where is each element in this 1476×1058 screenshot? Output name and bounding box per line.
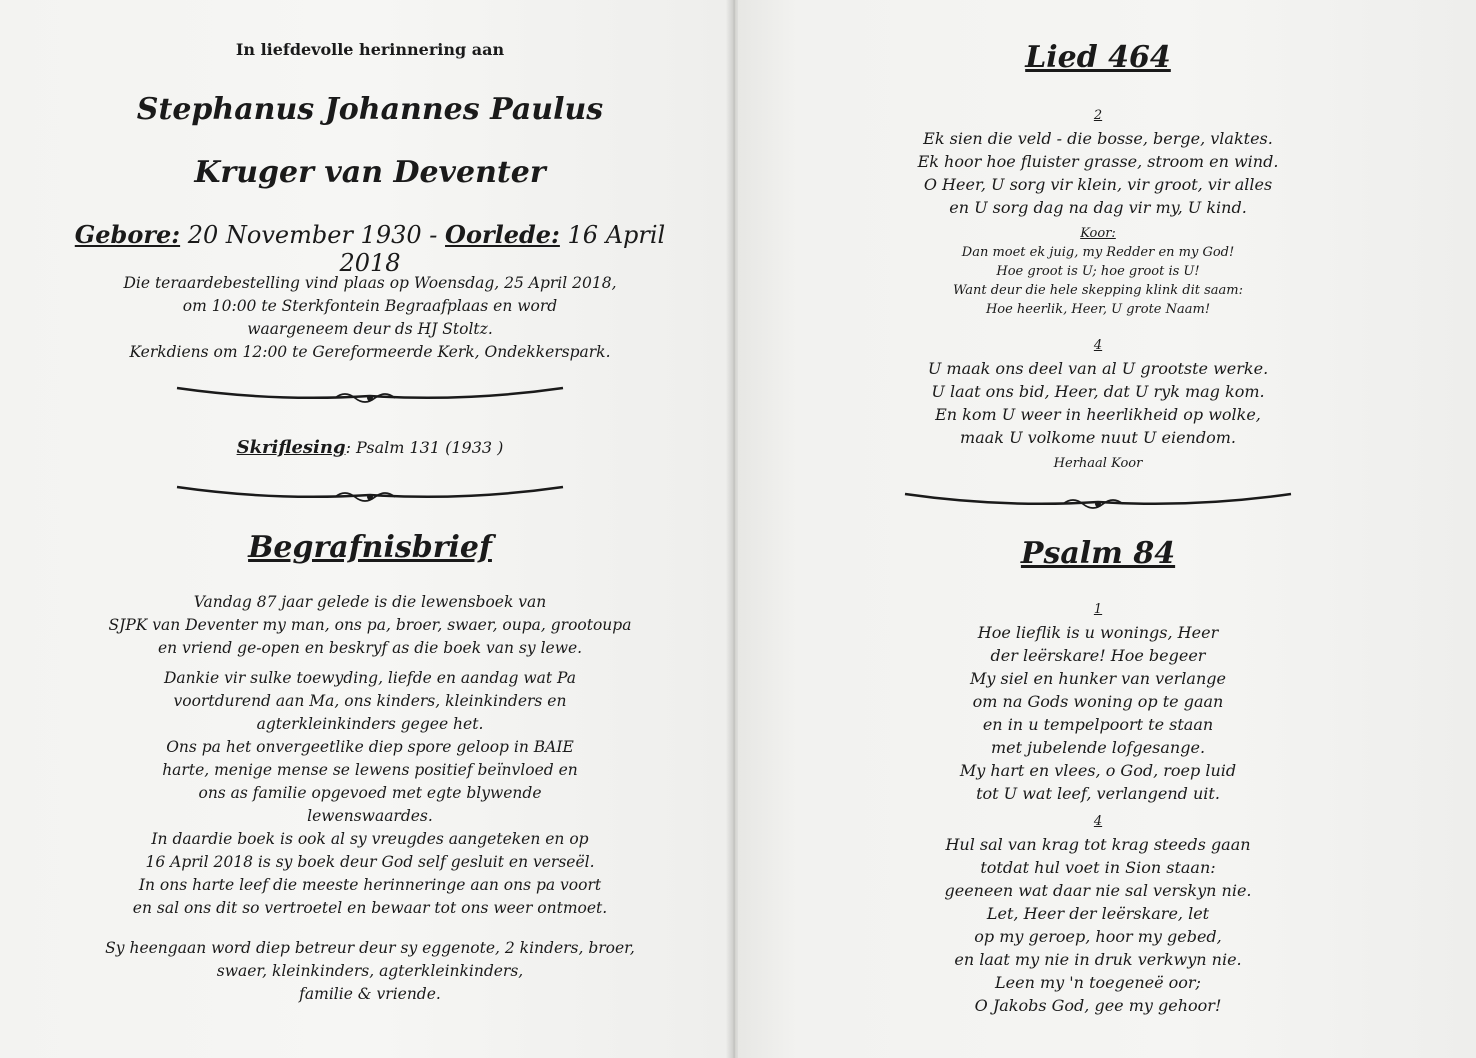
verse-line: Hoe lieflik is u wonings, Heer	[977, 623, 1219, 642]
born-label: Gebore:	[74, 220, 181, 249]
chorus-line: Want deur die hele skepping klink dit saam:	[953, 283, 1243, 298]
letter-line: harte, menige mense se lewens positief beïnvloed en	[162, 761, 578, 779]
verse-line: O Jakobs God, gee my gehoor!	[974, 996, 1222, 1015]
verse-line: Let, Heer der leërskare, let	[986, 904, 1210, 923]
scripture-label: Skriflesing	[236, 437, 346, 458]
life-dates	[60, 220, 680, 277]
verse-line: My siel en hunker van verlange	[970, 669, 1226, 688]
intro-line: In liefdevolle herinnering aan	[235, 40, 505, 59]
funeral-line: waargeneem deur ds HJ Stoltz.	[247, 320, 493, 338]
letter-paragraph-1	[60, 591, 680, 660]
song2-title: Psalm 84	[1020, 536, 1176, 571]
verse-number: 2	[1093, 108, 1103, 123]
verse-line: Ek hoor hoe fluister grasse, stroom en wind.	[917, 152, 1279, 171]
right-page	[738, 0, 1476, 1058]
letter-paragraph-3	[60, 937, 680, 1006]
verse-line: U maak ons deel van al U grootste werke.	[927, 359, 1269, 378]
letter-line: In ons harte leef die meeste herinneringe aan ons pa voort	[138, 876, 602, 894]
letter-line: en sal ons dit so vertroetel en bewaar tot ons weer ontmoet.	[132, 899, 608, 917]
verse-line: U laat ons bid, Heer, dat U ryk mag kom.	[931, 382, 1265, 401]
letter-line: Vandag 87 jaar gelede is die lewensboek van	[193, 593, 547, 611]
song1-chorus	[798, 224, 1398, 319]
letter-title: Begrafnisbrief	[248, 530, 492, 565]
letter-line: Sy heengaan word diep betreur deur sy eggenote, 2 kinders, broer,	[105, 939, 635, 957]
verse-line: Hul sal van krag tot krag steeds gaan	[945, 835, 1251, 854]
letter-line: 16 April 2018 is sy boek deur God self gesluit en verseël.	[145, 853, 595, 871]
left-column	[60, 0, 680, 1058]
verse-line: totdat hul voet in Sion staan:	[980, 858, 1216, 877]
funeral-line: om 10:00 te Sterkfontein Begraafplaas en word	[182, 297, 558, 315]
ornament-divider	[903, 488, 1293, 512]
died-label: Oorlede:	[445, 220, 560, 249]
letter-line: agterkleinkinders gegee het.	[256, 715, 484, 733]
funeral-line: Die teraardebestelling vind plaas op Woensdag, 25 April 2018,	[123, 274, 617, 292]
verse-line: op my geroep, hoor my gebed,	[974, 927, 1222, 946]
repeat-chorus-note: Herhaal Koor	[1053, 456, 1143, 471]
letter-line: In daardie boek is ook al sy vreugdes aangeteken en op	[151, 830, 589, 848]
verse-line: maak U volkome nuut U eiendom.	[960, 428, 1236, 447]
letter-line: SJPK van Deventer my man, ons pa, broer, swaer, oupa, grootoupa	[108, 616, 632, 634]
letter-line: Ons pa het onvergeetlike diep spore geloop in BAIE	[166, 738, 574, 756]
verse-line: En kom U weer in heerlikheid op wolke,	[935, 405, 1261, 424]
born-date: 20 November 1930	[187, 221, 422, 249]
scripture-reading	[60, 436, 680, 459]
verse-line: met jubelende lofgesange.	[990, 738, 1206, 757]
verse-number: 1	[1093, 602, 1103, 617]
psalm-verse-1	[798, 598, 1398, 805]
verse-line: der leërskare! Hoe begeer	[990, 646, 1206, 665]
song1-title: Lied 464	[1025, 40, 1171, 75]
psalm-verse-4	[798, 810, 1398, 1017]
verse-line: en U sorg dag na dag vir my, U kind.	[949, 198, 1247, 217]
song1-verse-4	[798, 334, 1398, 449]
deceased-name-line1: Stephanus Johannes Paulus	[136, 92, 604, 127]
right-column	[798, 0, 1398, 1058]
letter-paragraph-2	[60, 667, 680, 920]
letter-line: lewenswaardes.	[307, 807, 433, 825]
funeral-line: Kerkdiens om 12:00 te Gereformeerde Kerk, Ondekkerspark.	[129, 343, 611, 361]
ornament-divider	[175, 382, 565, 406]
chorus-line: Hoe groot is U; hoe groot is U!	[996, 264, 1200, 279]
verse-line: Ek sien die veld - die bosse, berge, vlaktes.	[923, 129, 1273, 148]
verse-line: om na Gods woning op te gaan	[972, 692, 1224, 711]
verse-number: 4	[1093, 814, 1103, 829]
letter-line: Dankie vir sulke toewyding, liefde en aandag wat Pa	[164, 669, 576, 687]
chorus-line: Hoe heerlik, Heer, U grote Naam!	[985, 302, 1211, 317]
letter-line: voortdurend aan Ma, ons kinders, kleinkinders en	[173, 692, 567, 710]
letter-line: familie & vriende.	[299, 985, 441, 1003]
date-separator: -	[429, 221, 438, 249]
letter-line: ons as familie opgevoed met egte blywende	[198, 784, 542, 802]
left-page	[0, 0, 734, 1058]
verse-line: Leen my 'n toegeneë oor;	[995, 973, 1201, 992]
scripture-text: : Psalm 131 (1933 )	[345, 438, 504, 457]
verse-line: tot U wat leef, verlangend uit.	[976, 784, 1220, 803]
verse-number: 4	[1093, 338, 1103, 353]
ornament-divider	[175, 481, 565, 505]
funeral-details	[60, 272, 680, 364]
died-date: 16 April 2018	[339, 221, 666, 277]
chorus-line: Dan moet ek juig, my Redder en my God!	[961, 245, 1235, 260]
verse-line: geeneen wat daar nie sal verskyn nie.	[944, 881, 1252, 900]
verse-line: en laat my nie in druk verkwyn nie.	[954, 950, 1242, 969]
chorus-label: Koor:	[1080, 226, 1116, 241]
song1-verse-2	[798, 104, 1398, 219]
verse-line: O Heer, U sorg vir klein, vir groot, vir alles	[923, 175, 1273, 194]
verse-line: en in u tempelpoort te staan	[982, 715, 1214, 734]
letter-line: en vriend ge-open en beskryf as die boek van sy lewe.	[157, 639, 583, 657]
deceased-name-line2: Kruger van Deventer	[194, 155, 546, 190]
letter-line: swaer, kleinkinders, agterkleinkinders,	[216, 962, 524, 980]
verse-line: My hart en vlees, o God, roep luid	[959, 761, 1237, 780]
